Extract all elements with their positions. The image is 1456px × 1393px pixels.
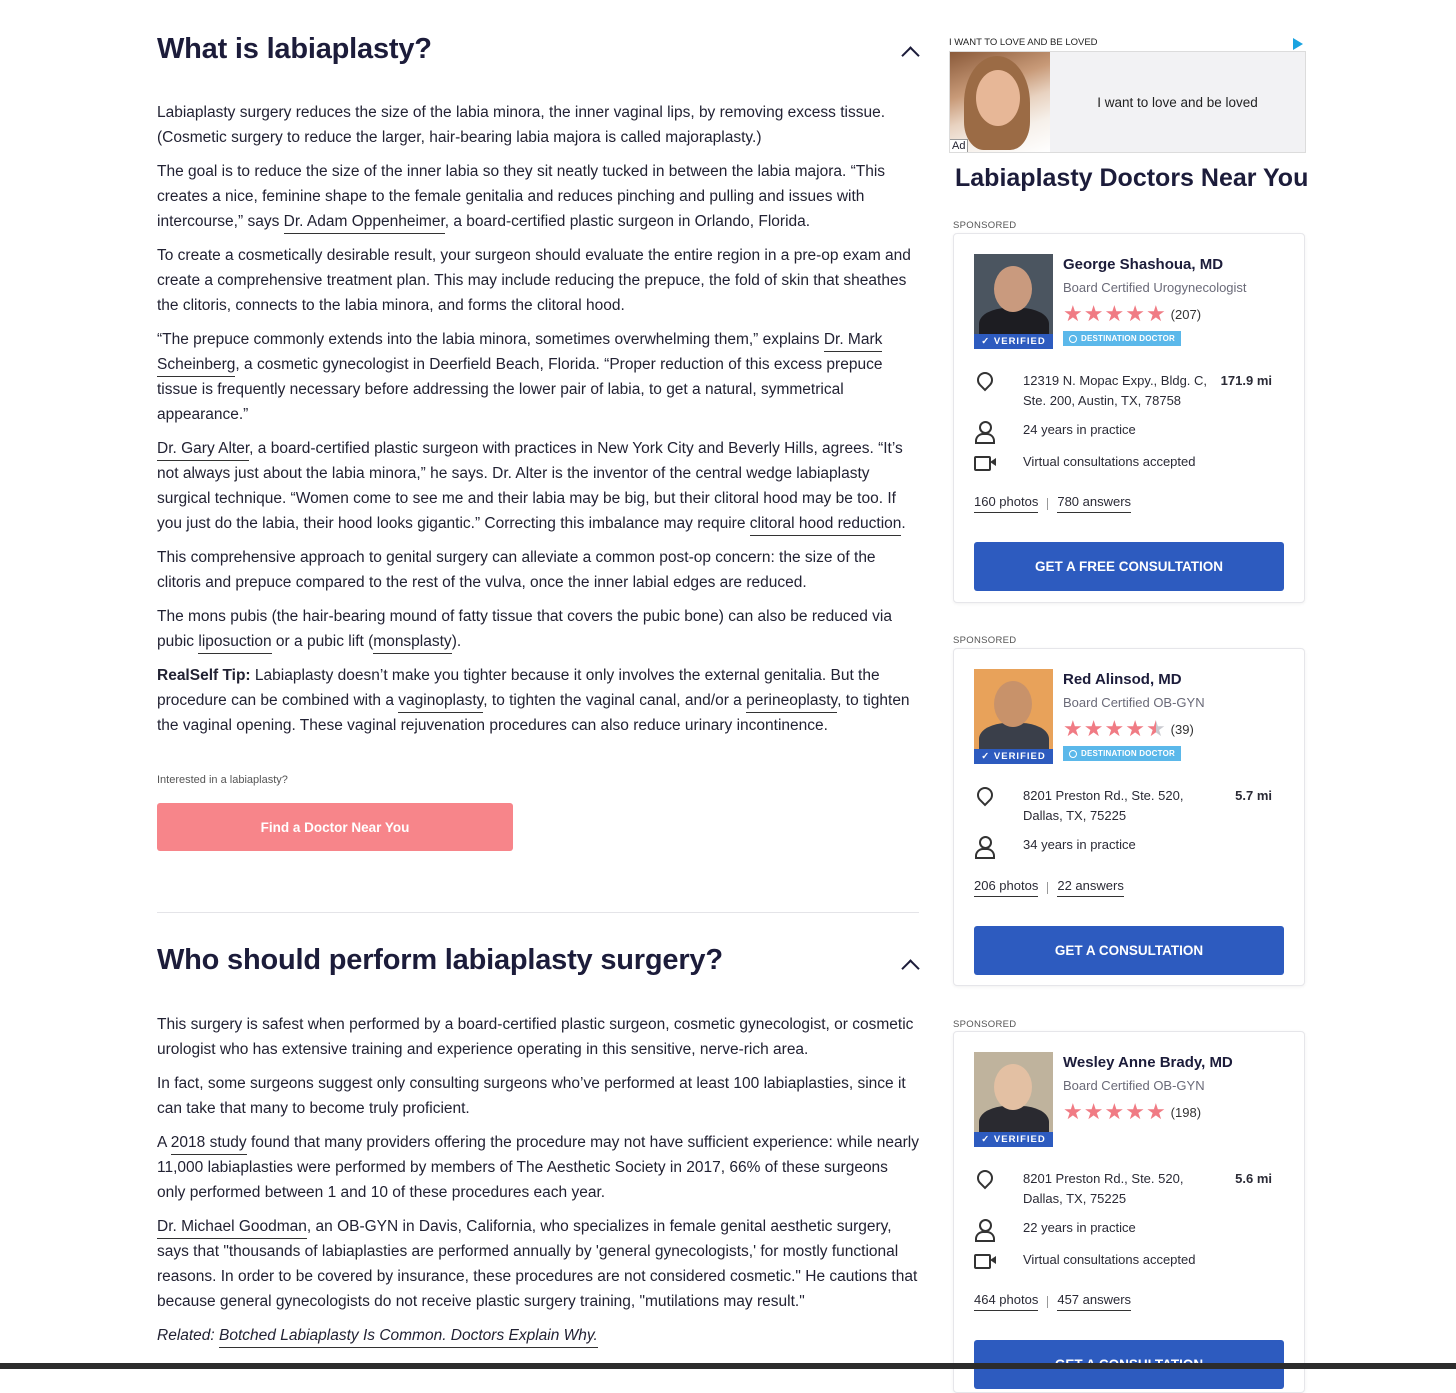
sponsored-label: SPONSORED [953, 220, 1017, 231]
video-camera-icon [974, 1251, 994, 1271]
section-header-what-is[interactable] [157, 33, 919, 73]
star-icon: ★ [1125, 716, 1145, 741]
star-icon: ★ [1104, 301, 1125, 326]
text: A [157, 1134, 171, 1151]
text: , to tighten the vaginal canal, and/or a [483, 692, 747, 709]
address-row [974, 786, 1284, 826]
destination-label: DESTINATION DOCTOR [1081, 334, 1175, 343]
sponsored-label: SPONSORED [953, 1019, 1017, 1030]
verified-badge: ✓ VERIFIED [974, 749, 1053, 764]
text: The goal is to reduce the size of the inner labia so they sit neatly tucked in between the labia majora. “This creates a nice, feminine shape to the female genitalia and reduces pinching and pulling and issues with intercourse,” says [157, 163, 886, 230]
procedure-link[interactable]: clitoral hood reduction [750, 515, 902, 536]
answers-link[interactable]: 780 answers [1057, 494, 1131, 513]
person-icon [974, 836, 994, 856]
address-row [974, 371, 1284, 411]
verified-badge: ✓ VERIFIED [974, 1132, 1053, 1147]
doctor-links [974, 878, 1124, 897]
star-icon: ★ [1083, 1099, 1104, 1124]
doctor-photo[interactable] [974, 1052, 1053, 1132]
location-pin-icon [974, 1167, 997, 1190]
tip-label: RealSelf Tip: [157, 667, 251, 684]
paragraph: In fact, some surgeons suggest only consulting surgeons who’ve performed at least 100 labiaplasties, since it can take that many to become truly proficient. [157, 1075, 906, 1117]
doctor-specialty: Board Certified Urogynecologist [1063, 280, 1247, 295]
experience-row [974, 1218, 1284, 1238]
doctor-link[interactable]: Dr. Mark Scheinberg [157, 331, 882, 377]
paragraph [157, 327, 919, 427]
text: or a pubic lift ( [271, 633, 374, 650]
section-body-what-is [157, 100, 919, 747]
doctor-link[interactable]: Dr. Gary Alter [157, 440, 249, 461]
star-icon: ★ [1083, 716, 1104, 741]
paragraph: To create a cosmetically desirable result, your surgeon should evaluate the entire region in a pre-op exam and create a comprehensive treatment plan. This may include reducing the prepuce, the fold of skin that sheathes the clitoris, connects to the labia minora, and forms the clitoral hood. [157, 247, 911, 314]
paragraph: This comprehensive approach to genital surgery can alleviate a common post-op concern: the size of the clitoris and prepuce compared to the rest of the vulva, once the inner labial edges are reduced. [157, 549, 876, 591]
ad-tag: Ad [950, 139, 968, 152]
address: 12319 N. Mopac Expy., Bldg. C, Ste. 200, Austin, TX, 78758 [1023, 373, 1208, 408]
destination-label: DESTINATION DOCTOR [1081, 749, 1175, 758]
star-icon: ★ [1125, 1099, 1145, 1124]
distance: 5.6 mi [1235, 1171, 1272, 1186]
experience-row [974, 420, 1284, 440]
section-title: Who should perform labiaplasty surgery? [157, 944, 723, 976]
section-divider [157, 912, 919, 913]
ad-banner[interactable] [949, 51, 1306, 153]
text: ). [451, 633, 462, 650]
photos-link[interactable]: 160 photos [974, 494, 1038, 513]
photos-link[interactable]: 464 photos [974, 1292, 1038, 1311]
doctor-link[interactable]: Dr. Michael Goodman [157, 1218, 307, 1239]
link-separator [1047, 1296, 1048, 1308]
review-count[interactable]: (198) [1170, 1104, 1202, 1120]
related-line [157, 1323, 919, 1348]
doctor-card[interactable] [953, 1031, 1305, 1393]
address: 8201 Preston Rd., Ste. 520, Dallas, TX, 75225 [1023, 788, 1184, 823]
text: . [901, 515, 906, 532]
photo-head [994, 1064, 1032, 1110]
verified-label: VERIFIED [993, 1134, 1046, 1145]
text: , a board-certified plastic surgeon in Orlando, Florida. [444, 213, 811, 230]
text: “The prepuce commonly extends into the labia minora, sometimes overwhelming them,” explains [157, 331, 824, 348]
section-header-who-should[interactable] [157, 944, 919, 984]
doctor-card[interactable] [953, 233, 1305, 603]
photo-head [994, 681, 1032, 727]
globe-icon [1069, 335, 1077, 343]
experience: 24 years in practice [1023, 422, 1136, 437]
ad-text: I want to love and be loved [1097, 94, 1258, 110]
doctor-name[interactable]: Wesley Anne Brady, MD [1063, 1054, 1233, 1071]
link-separator [1047, 498, 1048, 510]
ad-choices-icon[interactable] [1293, 38, 1303, 50]
virtual-consult: Virtual consultations accepted [1023, 454, 1196, 469]
answers-link[interactable]: 22 answers [1057, 878, 1123, 897]
interested-label: Interested in a labiaplasty? [157, 774, 288, 786]
address-row [974, 1169, 1284, 1209]
section-title: What is labiaplasty? [157, 33, 432, 65]
doctor-specialty: Board Certified OB-GYN [1063, 1078, 1205, 1093]
consultation-button[interactable]: GET A CONSULTATION [974, 926, 1284, 975]
star-icon: ★ [1104, 716, 1125, 741]
star-icon: ★ [1145, 1099, 1166, 1124]
experience-row [974, 835, 1284, 855]
location-pin-icon [974, 369, 997, 392]
address: 8201 Preston Rd., Ste. 520, Dallas, TX, 75225 [1023, 1171, 1184, 1206]
star-rating [1063, 1101, 1201, 1123]
verified-badge: ✓ VERIFIED [974, 334, 1053, 349]
paragraph: This surgery is safest when performed by a board-certified plastic surgeon, cosmetic gynecologist, or cosmetic urologist who has extensive training and experience operating in this sensitive, nerve-rich area. [157, 1016, 914, 1058]
section-body-who-should [157, 1012, 919, 1357]
related-label: Related: [157, 1327, 220, 1344]
procedure-link[interactable]: liposuction [198, 633, 271, 654]
destination-doctor-badge [1063, 746, 1181, 761]
location-pin-icon [974, 784, 997, 807]
text: , an OB-GYN in Davis, California, who specializes in female genital aesthetic surgery, says that "thousands of labiaplasties are performed annually by 'general gynecologists,' for mostly functional reasons. In order to be covered by insurance, these procedures are not considered cosmetic." He cautions that because general gynecologists do not receive plastic surgery training, "mutilations may result." [157, 1218, 918, 1310]
link-separator [1047, 882, 1048, 894]
photo-head [994, 266, 1032, 312]
virtual-row [974, 1250, 1284, 1270]
review-count[interactable]: (39) [1170, 721, 1194, 737]
doctor-link[interactable]: Dr. Adam Oppenheimer [284, 213, 445, 234]
procedure-link[interactable]: vaginoplasty [398, 692, 483, 713]
doctor-name[interactable]: Red Alinsod, MD [1063, 671, 1182, 688]
globe-icon [1069, 750, 1077, 758]
destination-doctor-badge [1063, 331, 1181, 346]
doctor-photo[interactable] [974, 254, 1053, 334]
paragraph [157, 436, 919, 536]
distance: 5.7 mi [1235, 788, 1272, 803]
doctor-specialty: Board Certified OB-GYN [1063, 695, 1205, 710]
paragraph: Labiaplasty surgery reduces the size of the labia minora, the inner vaginal lips, by removing excess tissue. (Cosmetic surgery to reduce the larger, hair-bearing labia majora is called majoraplasty.) [157, 104, 886, 146]
star-icon: ★ [1063, 716, 1083, 741]
paragraph [157, 1214, 919, 1314]
related-article-link[interactable]: Botched Labiaplasty Is Common. Doctors Explain Why. [219, 1327, 598, 1348]
text: , a cosmetic gynecologist in Deerfield Beach, Florida. “Proper reduction of this excess prepuce tissue is frequently necessary before addressing the lower pair of labia, to get a natural, symmetrical appearance.” [157, 356, 883, 423]
text: found that many providers offering the procedure may not have sufficient experience: while nearly 11,000 labiaplasties were performed by members of The Aesthetic Society in 2017, 66% of these surgeons only performed between 1 and 10 of these procedures each year. [157, 1134, 919, 1201]
verified-label: VERIFIED [993, 336, 1046, 347]
doctor-links [974, 1292, 1131, 1311]
experience: 34 years in practice [1023, 837, 1136, 852]
text: The mons pubis (the hair-bearing mound of fatty tissue that covers the pubic bone) can also be reduced via pubic [157, 608, 892, 650]
study-link[interactable]: 2018 study [171, 1134, 247, 1155]
text: , a board-certified plastic surgeon with practices in New York City and Beverly Hills, agrees. “It’s not always just about the labia minora,” he says. Dr. Alter is the inventor of the central wedge labiaplasty surgical technique. “Women come to see me and their labia may be big, but their clitoral hood may be too. If you just do the labia, their hood looks gigantic.” Correcting this imbalance may require [157, 440, 903, 532]
star-icon: ★ [1083, 301, 1104, 326]
doctor-links [974, 494, 1131, 513]
star-icon: ★ [1063, 301, 1083, 326]
video-camera-icon [974, 453, 994, 473]
doctor-name[interactable]: George Shashoua, MD [1063, 256, 1224, 273]
text: Labiaplasty doesn’t make you tighter because it only involves the external genitalia. But the procedure can be combined with a [157, 667, 880, 709]
paragraph [157, 604, 919, 654]
star-icon: ★ [1063, 1099, 1083, 1124]
person-icon [974, 421, 994, 441]
review-count[interactable]: (207) [1170, 306, 1202, 322]
paragraph [157, 1130, 919, 1205]
sponsored-label: SPONSORED [953, 635, 1017, 646]
ad-image-face [976, 70, 1020, 126]
star-rating [1063, 718, 1194, 740]
doctor-photo[interactable] [974, 669, 1053, 749]
verified-label: VERIFIED [993, 751, 1046, 762]
find-doctor-button[interactable]: Find a Doctor Near You [157, 803, 513, 851]
advertisement[interactable] [949, 36, 1305, 150]
star-rating [1063, 303, 1201, 325]
experience: 22 years in practice [1023, 1220, 1136, 1235]
sidebar-title: Labiaplasty Doctors Near You [955, 164, 1309, 192]
consultation-button[interactable]: GET A FREE CONSULTATION [974, 542, 1284, 591]
person-icon [974, 1219, 994, 1239]
distance: 171.9 mi [1220, 373, 1272, 388]
star-icon: ★ [1104, 1099, 1125, 1124]
realself-tip [157, 663, 919, 738]
procedure-link[interactable]: monsplasty [373, 633, 451, 654]
paragraph [157, 159, 919, 234]
virtual-consult: Virtual consultations accepted [1023, 1252, 1196, 1267]
doctor-card[interactable] [953, 648, 1305, 986]
ad-headline: I WANT TO LOVE AND BE LOVED [949, 37, 1098, 48]
window-bottom-edge [0, 1363, 1456, 1369]
ad-image [950, 52, 1050, 152]
virtual-row [974, 452, 1284, 472]
text: , to tighten the vaginal opening. These vaginal rejuvenation procedures can also reduce urinary incontinence. [157, 692, 910, 734]
procedure-link[interactable]: perineoplasty [746, 692, 837, 713]
answers-link[interactable]: 457 answers [1057, 1292, 1131, 1311]
star-icon: ★ [1125, 301, 1145, 326]
photos-link[interactable]: 206 photos [974, 878, 1038, 897]
half-star-icon: ★ [1145, 716, 1166, 741]
star-icon: ★ [1145, 301, 1166, 326]
